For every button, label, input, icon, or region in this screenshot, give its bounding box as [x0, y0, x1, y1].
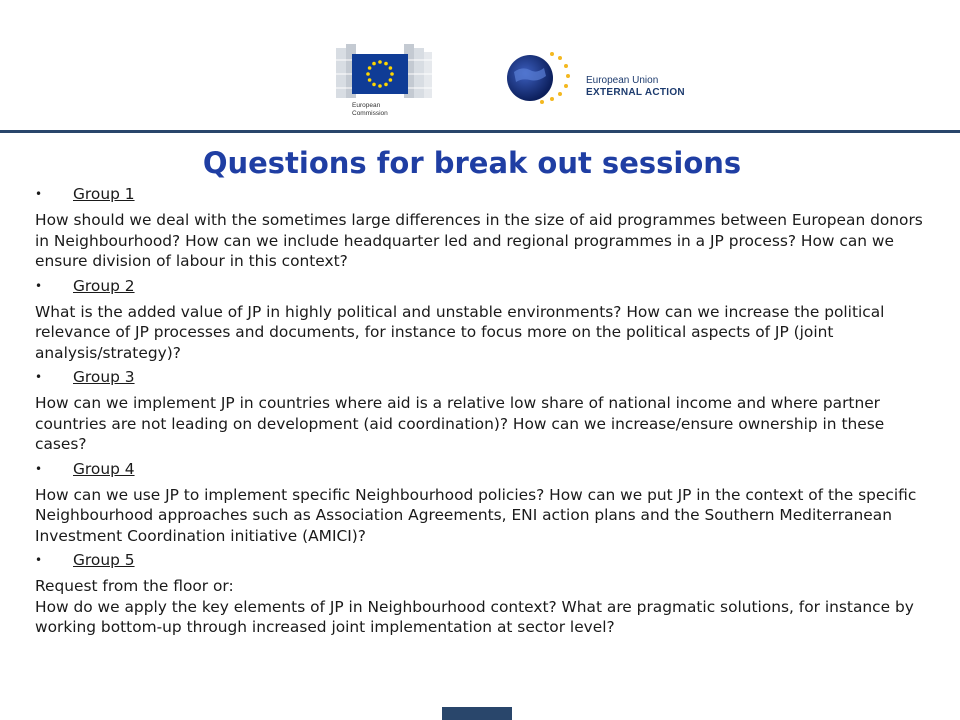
group-1 [35, 184, 940, 272]
group-1-label: Group 1 [73, 185, 135, 203]
group-2-label: Group 2 [73, 276, 135, 295]
slide-content [35, 184, 940, 642]
ec-logo-label-line-1: European [352, 102, 381, 109]
bullet-icon: • [35, 187, 43, 201]
european-commission-logo [330, 40, 440, 120]
group-4-heading [35, 459, 940, 480]
bullet-icon: • [35, 370, 43, 384]
group-1-question: How should we deal with the sometimes large differences in the size of aid programmes between European donors in Neighbourhood? How can we include headquarter led and regional programmes in a JP process? How can we ensure division of labour in this context? [35, 211, 923, 270]
bullet-icon: • [35, 553, 43, 567]
eu-external-action-logo [500, 46, 700, 106]
group-5-heading [35, 550, 940, 571]
group-4-label: Group 4 [73, 459, 135, 478]
eeas-line-2: EXTERNAL ACTION [586, 87, 685, 98]
bullet-icon: • [35, 278, 43, 293]
group-5-intro: Request from the floor or: [35, 577, 234, 595]
eeas-wordmark [586, 75, 685, 99]
group-3-label: Group 3 [73, 368, 135, 386]
ec-logo-label [352, 102, 388, 118]
group-3-question: How can we implement JP in countries where aid is a relative low share of national income and where partner countries are not leading on development (aid coordination)? How can we increase/ensure ownership in these cases? [35, 394, 885, 453]
group-1-heading [35, 184, 940, 205]
group-5 [35, 550, 940, 638]
footer-tab [442, 707, 512, 720]
ec-building-icon [330, 40, 440, 102]
group-2-question: What is the added value of JP in highly political and unstable environments? How can we increase the political relevance of JP processes and documents, for instance to focus more on the political aspects of JP (joint analysis/strategy)? [35, 302, 885, 362]
group-2-heading [35, 276, 940, 297]
group-5-label: Group 5 [73, 551, 135, 569]
group-2 [35, 276, 940, 364]
eeas-line-1: European Union [586, 75, 659, 86]
slide-title: Questions for break out sessions [202, 146, 742, 180]
eu-globe-icon [500, 46, 580, 106]
group-3-heading [35, 367, 940, 388]
header-divider [0, 130, 960, 133]
group-5-question: How do we apply the key elements of JP in Neighbourhood context? What are pragmatic solutions, for instance by working bottom-up through increased joint implementation at sector level? [35, 597, 914, 636]
ec-logo-label-line-2: Commission [352, 110, 388, 117]
bullet-icon: • [35, 461, 43, 476]
group-4-question: How can we use JP to implement specific Neighbourhood policies? How can we put JP in the context of the specific Neighbourhood approaches such as Association Agreements, ENI action plans and the Southern Mediterranean Investment Coordination initiative (AMICI)? [35, 485, 917, 545]
group-4 [35, 459, 940, 547]
slide-header [0, 0, 960, 132]
group-3 [35, 367, 940, 455]
